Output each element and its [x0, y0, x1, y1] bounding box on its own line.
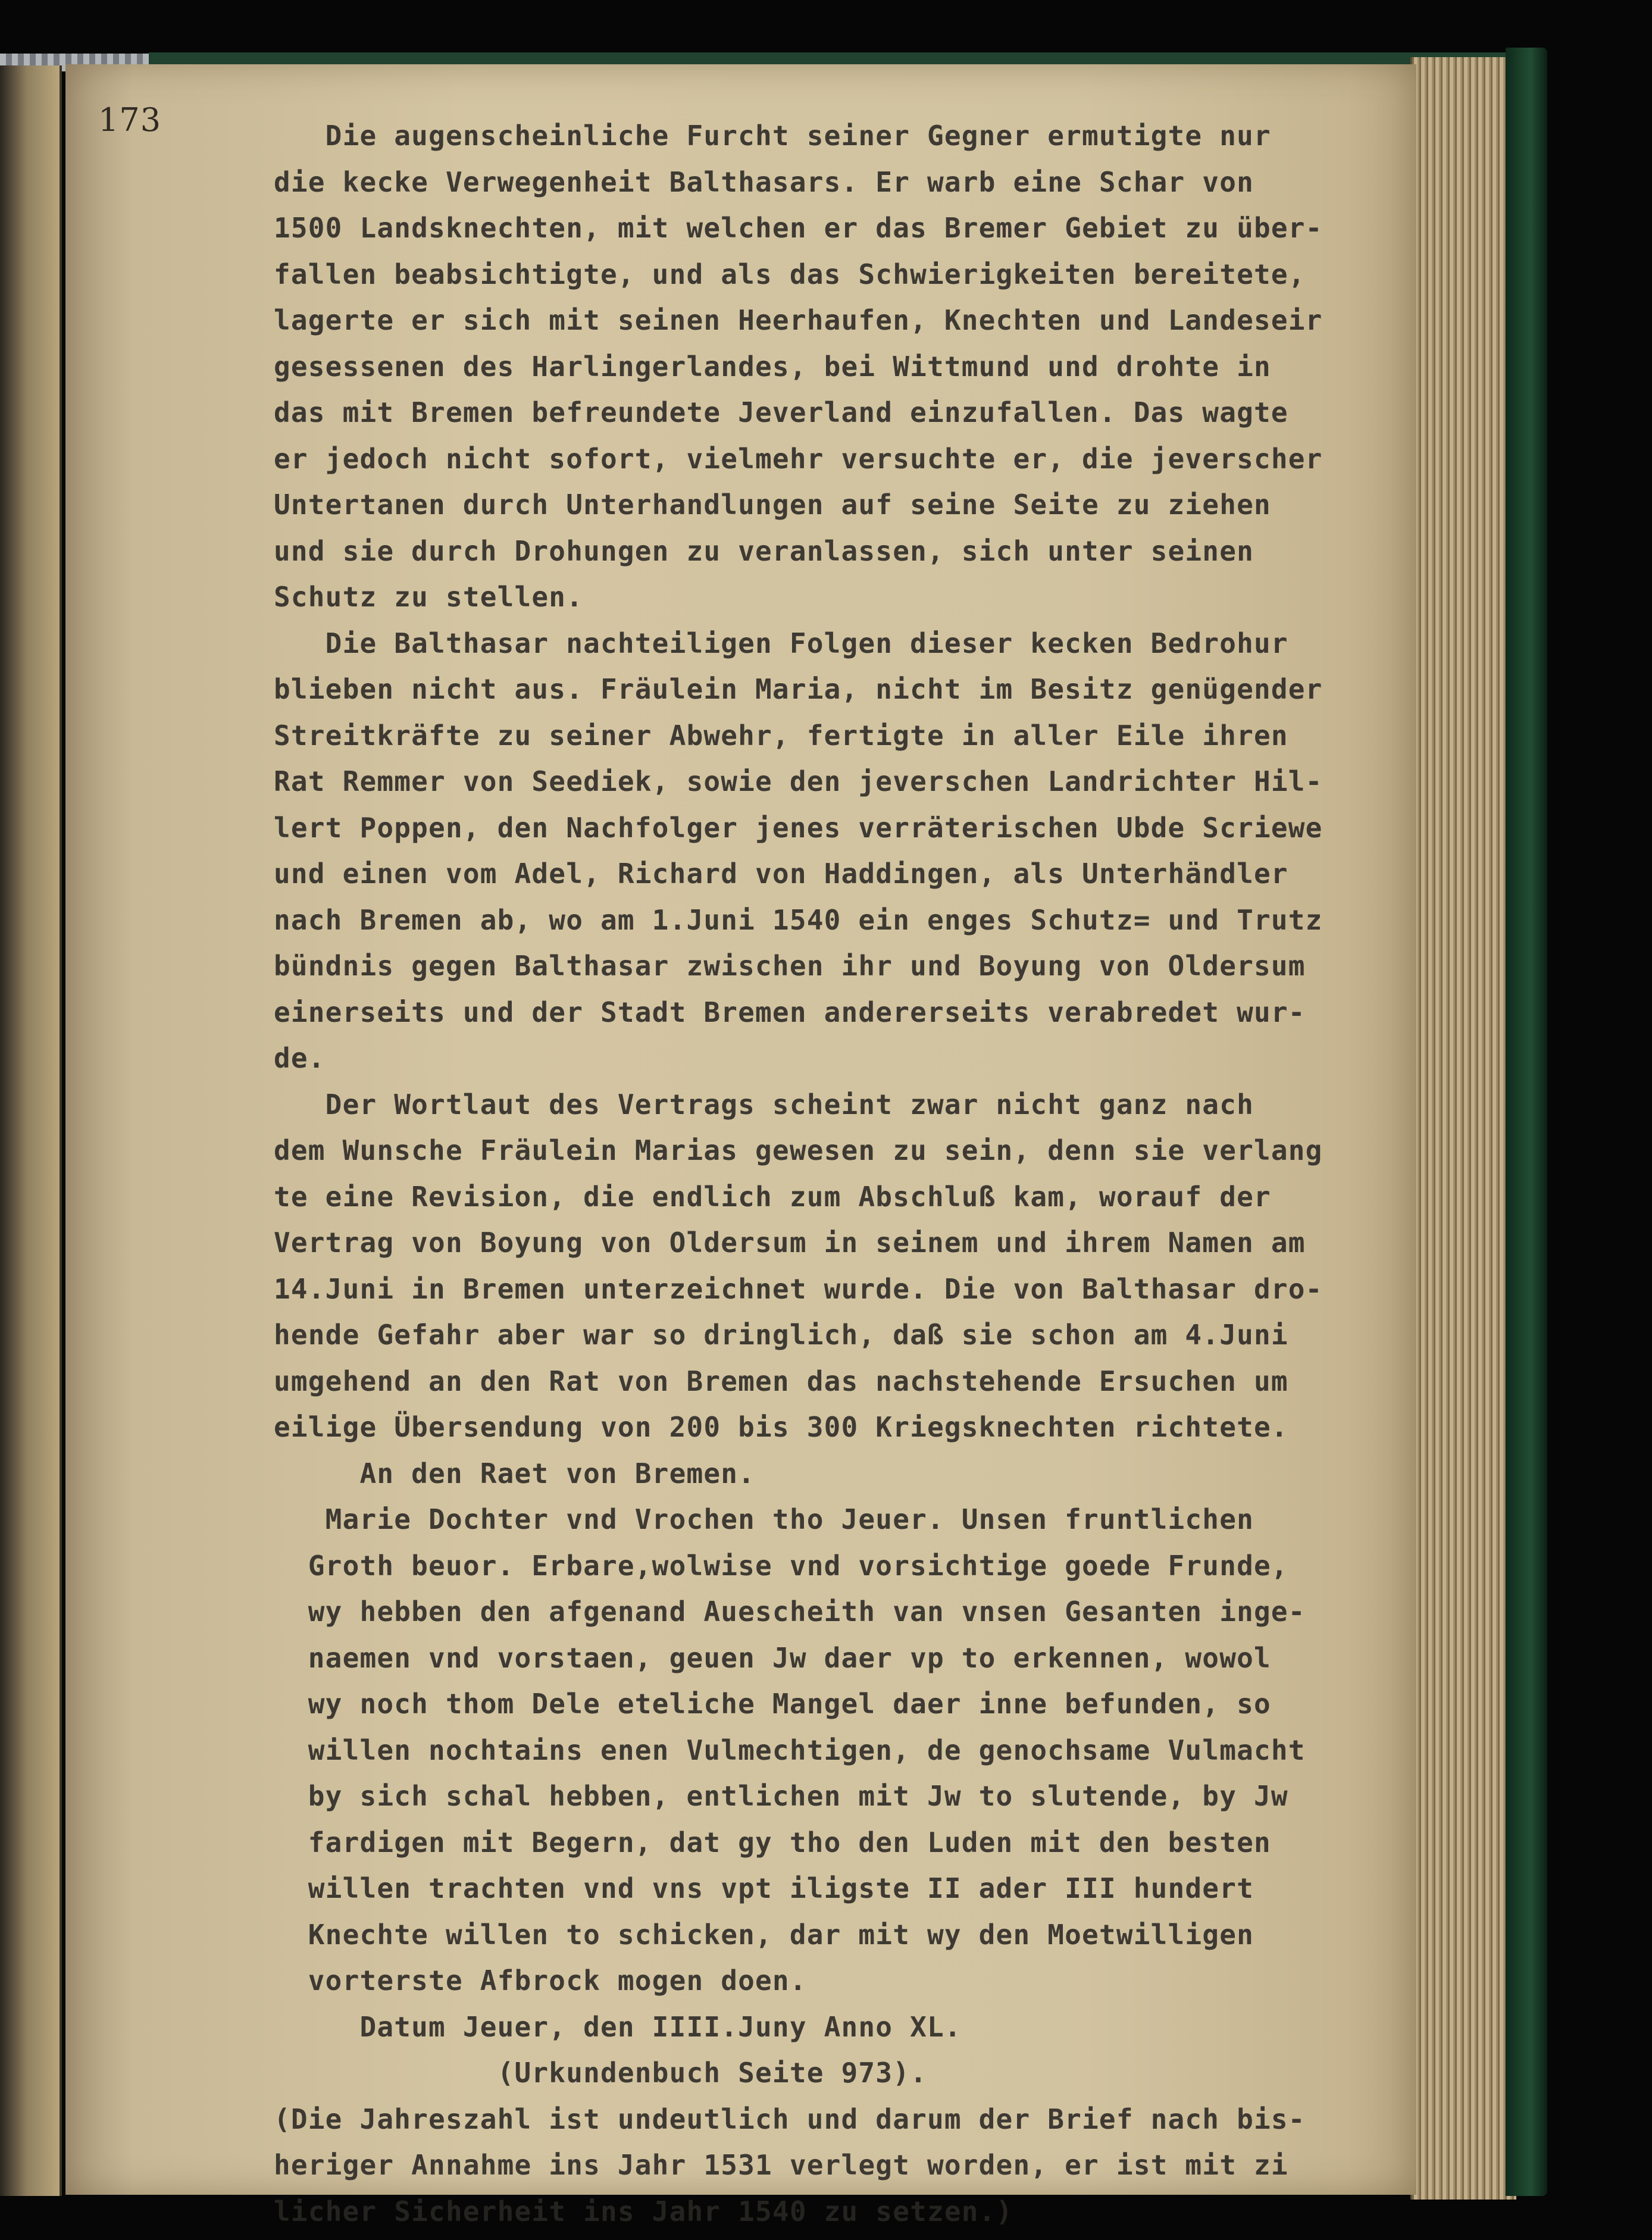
text-line: dem Wunsche Fräulein Marias gewesen zu sein, denn sie verlang [274, 1134, 1323, 1166]
text-line: heriger Annahme ins Jahr 1531 verlegt worden, er ist mit zi [274, 2149, 1288, 2181]
text-line: te eine Revision, die endlich zum Abschluß kam, worauf der [274, 1180, 1271, 1213]
text-line: er jedoch nicht sofort, vielmehr versuchte er, die jeverscher [274, 442, 1323, 475]
text-line: fardigen mit Begern, dat gy tho den Luden mit den besten [274, 1826, 1271, 1859]
page-block-edges [1410, 57, 1516, 2200]
text-line: vorterste Afbrock mogen doen. [274, 1964, 807, 1997]
text-line: by sich schal hebben, entlichen mit Jw to slutende, by Jw [274, 1780, 1288, 1812]
book-cover-right [1506, 48, 1547, 2196]
text-line: (Die Jahreszahl ist undeutlich und darum der Brief nach bis- [274, 2103, 1306, 2135]
text-line: 1500 Landsknechten, mit welchen er das Bremer Gebiet zu über- [274, 212, 1323, 244]
text-line: lert Poppen, den Nachfolger jenes verräterischen Ubde Scriewe [274, 811, 1323, 844]
text-line: wy noch thom Dele eteliche Mangel daer inne befunden, so [274, 1688, 1271, 1720]
text-line: naemen vnd vorstaen, geuen Jw daer vp to erkennen, wowol [274, 1641, 1271, 1674]
text-line: Untertanen durch Unterhandlungen auf seine Seite zu ziehen [274, 489, 1271, 521]
text-line: Schutz zu stellen. [274, 581, 584, 613]
text-line: eilige Übersendung von 200 bis 300 Kriegsknechten richtete. [274, 1411, 1288, 1443]
text-line: Die augenscheinliche Furcht seiner Gegner ermutigte nur [274, 120, 1271, 152]
text-line: Streitkräfte zu seiner Abwehr, fertigte in aller Eile ihren [274, 719, 1288, 752]
text-line: und sie durch Drohungen zu veranlassen, sich unter seinen [274, 534, 1254, 567]
text-line: und einen vom Adel, Richard von Haddingen, als Unterhändler [274, 858, 1288, 890]
book-cover-top [149, 52, 1547, 65]
text-line: Rat Remmer von Seediek, sowie den jeverschen Landrichter Hil- [274, 765, 1323, 797]
text-line: Marie Dochter vnd Vrochen tho Jeuer. Unsen fruntlichen [274, 1503, 1254, 1535]
text-line: bündnis gegen Balthasar zwischen ihr und Boyung von Oldersum [274, 950, 1306, 982]
text-line: fallen beabsichtigte, und als das Schwierigkeiten bereitete, [274, 258, 1306, 290]
text-line: willen nochtains enen Vulmechtigen, de genochsame Vulmacht [274, 1734, 1306, 1766]
text-line: Der Wortlaut des Vertrags scheint zwar nicht ganz nach [274, 1088, 1254, 1121]
text-line: Vertrag von Boyung von Oldersum in seinem und ihrem Namen am [274, 1227, 1306, 1259]
text-line: gesessenen des Harlingerlandes, bei Wittmund und drohte in [274, 350, 1271, 383]
text-line: wy hebben den afgenand Auescheith van vnsen Gesanten inge- [274, 1595, 1306, 1628]
text-line: das mit Bremen befreundete Jeverland einzufallen. Das wagte [274, 396, 1288, 428]
text-line: Die Balthasar nachteiligen Folgen dieser kecken Bedrohur [274, 627, 1288, 659]
text-line: Datum Jeuer, den IIII.Juny Anno XL. [274, 2010, 962, 2043]
text-line: einerseits und der Stadt Bremen andererseits verabredet wur- [274, 996, 1306, 1028]
text-line: (Urkundenbuch Seite 973). [274, 2057, 927, 2089]
text-line: umgehend an den Rat von Bremen das nachstehende Ersuchen um [274, 1365, 1288, 1397]
text-line: 14.Juni in Bremen unterzeichnet wurde. Die von Balthasar dro- [274, 1272, 1323, 1305]
facing-page-edge [0, 65, 62, 2196]
text-line: hende Gefahr aber war so dringlich, daß sie schon am 4.Juni [274, 1319, 1288, 1351]
text-line: Groth beuor. Erbare,wolwise vnd vorsichtige goede Frunde, [274, 1549, 1288, 1582]
text-line: die kecke Verwegenheit Balthasars. Er warb eine Schar von [274, 165, 1254, 198]
text-line: blieben nicht aus. Fräulein Maria, nicht im Besitz genügender [274, 673, 1323, 705]
text-line: de. [274, 1042, 326, 1074]
text-line: lagerte er sich mit seinen Heerhaufen, Knechten und Landeseir [274, 304, 1323, 336]
text-line: nach Bremen ab, wo am 1.Juni 1540 ein enges Schutz= und Trutz [274, 903, 1323, 936]
text-line: Knechte willen to schicken, dar mit wy den Moetwilligen [274, 1918, 1254, 1951]
text-line: An den Raet von Bremen. [274, 1457, 756, 1490]
page-number: 173 [98, 101, 162, 139]
text-line: licher Sicherheit ins Jahr 1540 zu setzen.) [274, 2195, 1013, 2228]
typewritten-body [274, 113, 1393, 2235]
text-line: willen trachten vnd vns vpt iligste II ader III hundert [274, 1872, 1254, 1904]
